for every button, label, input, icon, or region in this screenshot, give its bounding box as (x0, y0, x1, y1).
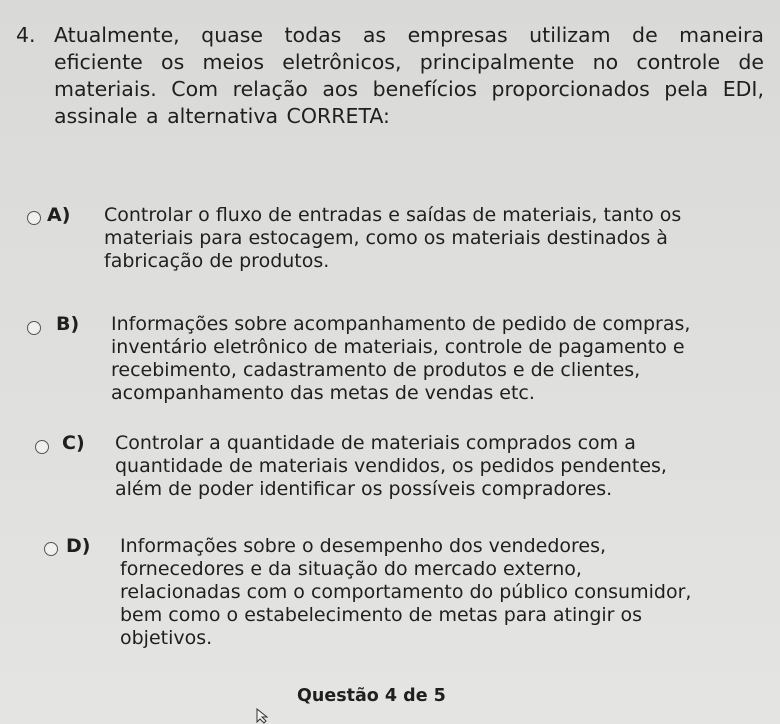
option-d-text: Informações sobre o desempenho dos vendedores, fornecedores e da situação do mercado externo, relacionadas com o comportamento do público consumidor, bem como o estabelecimento de metas para atingir os objetivos. (120, 535, 692, 649)
option-d-letter: D) (66, 535, 91, 557)
option-a-radio[interactable] (27, 211, 41, 225)
option-b-radio[interactable] (27, 321, 41, 335)
option-c-letter: C) (62, 432, 85, 454)
option-a-text: Controlar o fluxo de entradas e saídas de materiais, tanto os materiais para estocagem, como os materiais destinados à fabricação de produtos. (104, 204, 682, 272)
option-a-letter: A) (47, 204, 71, 226)
option-d-radio[interactable] (44, 542, 58, 556)
mouse-cursor-icon (256, 708, 276, 724)
option-b-text: Informações sobre acompanhamento de pedido de compras, inventário eletrônico de materiais, controle de pagamento e recebimento, cadastramento de produtos e de clientes, acompanhamento das metas de vendas etc. (111, 313, 691, 404)
option-b-letter: B) (56, 313, 80, 335)
option-c-radio[interactable] (35, 440, 49, 454)
question-progress: Questão 4 de 5 (297, 686, 446, 706)
question-block (16, 22, 764, 130)
question-text: Atualmente, quase todas as empresas utilizam de maneira eficiente os meios eletrônicos, principalmente no controle de materiais. Com relação aos benefícios proporcionados pela EDI, assinale a alternativa CORRETA: (54, 23, 764, 128)
question-number: 4. (16, 23, 36, 47)
option-c-text: Controlar a quantidade de materiais comprados com a quantidade de materiais vendidos, os pedidos pendentes, além de poder identificar os possíveis compradores. (115, 432, 667, 500)
